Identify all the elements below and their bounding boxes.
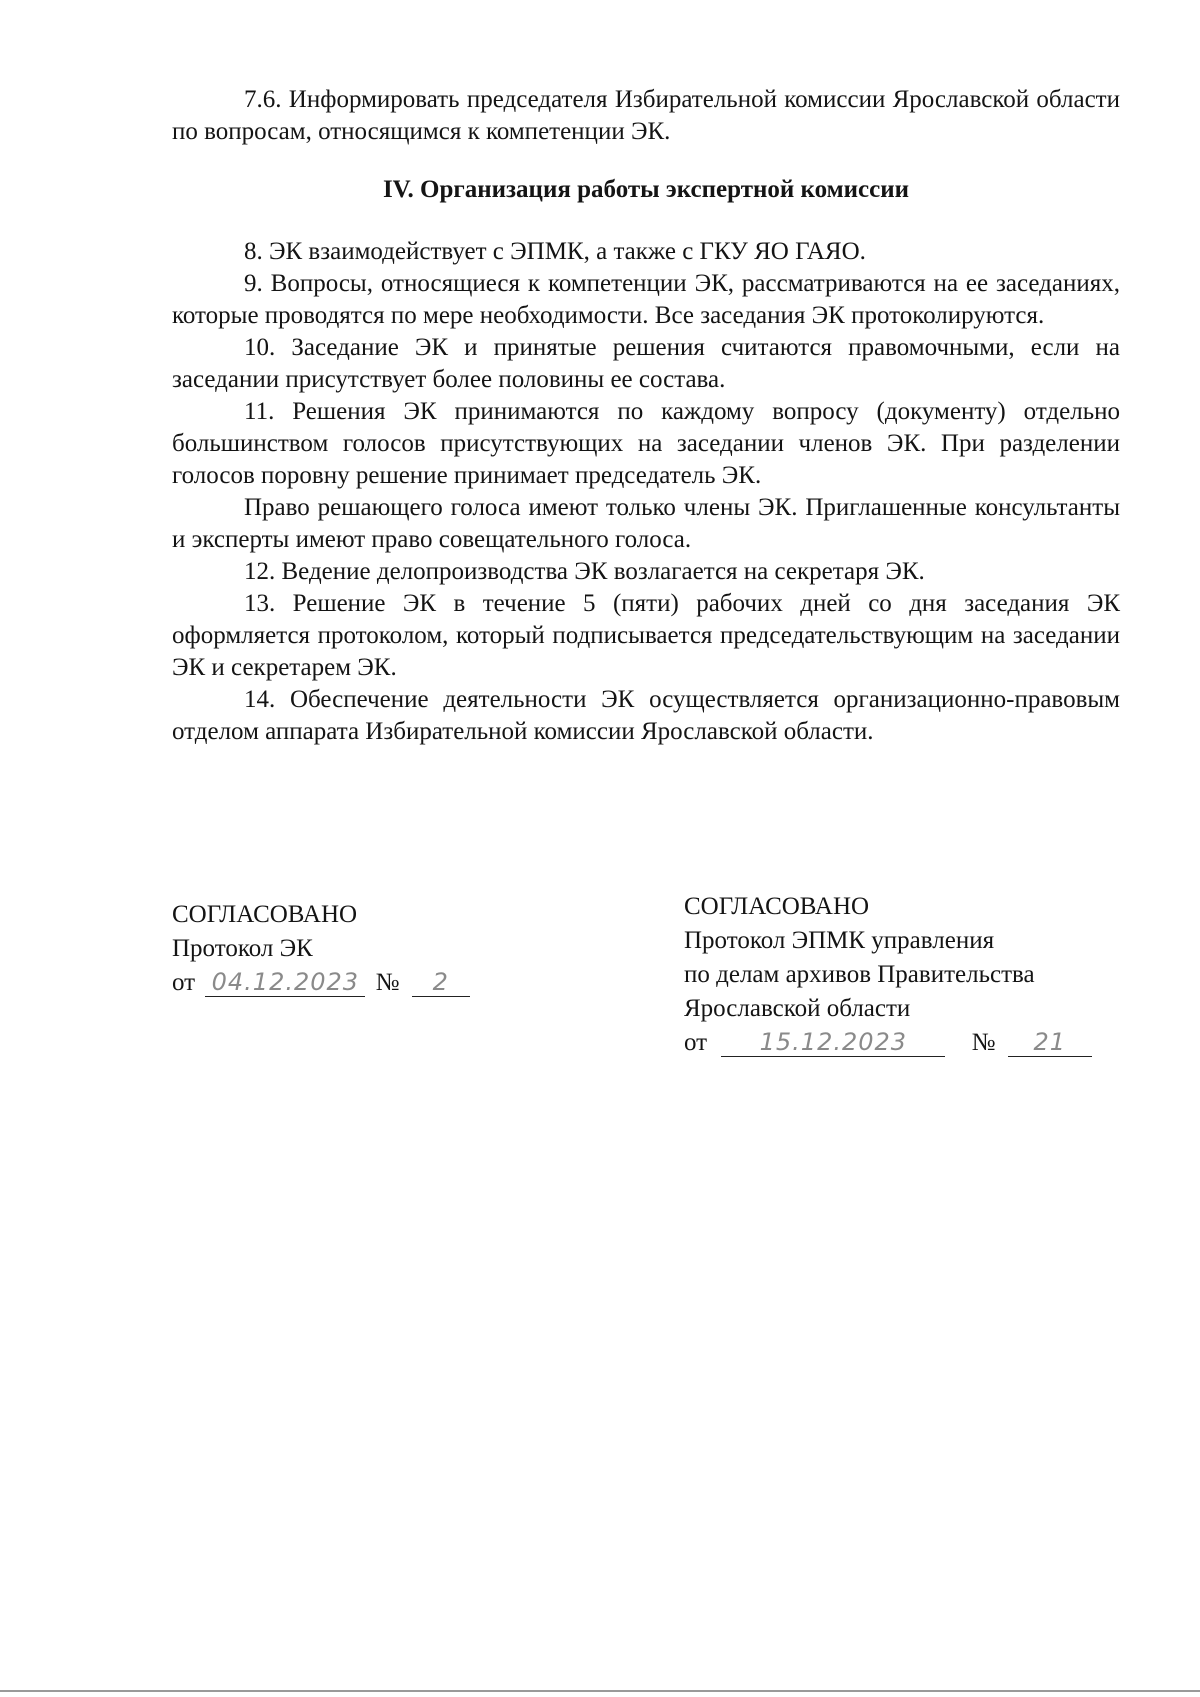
approval-right-date: 15.12.2023: [721, 1028, 945, 1057]
approval-right-department: по делам архивов Правительства: [684, 961, 1035, 988]
approval-right-protocol: Протокол ЭПМК управления: [684, 927, 995, 954]
page-bottom-rule: [0, 1690, 1200, 1692]
approval-left-protocol: Протокол ЭК: [172, 935, 313, 962]
approval-right-number-label: №: [971, 1029, 996, 1056]
approval-left-date-line: [172, 966, 470, 1000]
paragraph-voting-right: Право решающего голоса имеют только члены ЭК. Приглашенные консультанты и эксперты имеют право совещательного голоса.: [172, 494, 1120, 553]
approval-right-number: 21: [1008, 1028, 1092, 1057]
section-heading: IV. Организация работы экспертной комиссии: [382, 176, 910, 203]
paragraph-12: 12. Ведение делопроизводства ЭК возлагается на секретаря ЭК.: [244, 558, 925, 585]
paragraph-8: 8. ЭК взаимодействует с ЭПМК, а также с ГКУ ЯО ГАЯО.: [244, 238, 866, 265]
approval-right-date-line: [684, 1026, 1092, 1060]
approval-right-from-label: от: [684, 1029, 708, 1056]
document-body: [172, 84, 1120, 748]
paragraph-13: 13. Решение ЭК в течение 5 (пяти) рабочих дней со дня заседания ЭК оформляется протоколом, который подписывается председательствующим на заседании ЭК и секретарем ЭК.: [172, 590, 1120, 681]
approval-left-number-label: №: [375, 969, 400, 996]
paragraph-7-6: 7.6. Информировать председателя Избирательной комиссии Ярославской области по вопросам, относящимся к компетенции ЭК.: [172, 86, 1120, 145]
paragraph-10: 10. Заседание ЭК и принятые решения считаются правомочными, если на заседании присутствует более половины ее состава.: [172, 334, 1120, 393]
approval-left-from-label: от: [172, 969, 196, 996]
approval-right-region: Ярославской области: [684, 995, 911, 1022]
approval-left-number: 2: [412, 968, 470, 997]
approval-left-title: СОГЛАСОВАНО: [172, 901, 358, 928]
approval-block-right: [684, 890, 1092, 1060]
approval-block-left: [172, 898, 470, 1000]
paragraph-9: 9. Вопросы, относящиеся к компетенции ЭК, рассматриваются на ее заседаниях, которые проводятся по мере необходимости. Все заседания ЭК протоколируются.: [172, 270, 1120, 329]
paragraph-11: 11. Решения ЭК принимаются по каждому вопросу (документу) отдельно большинством голосов присутствующих на заседании членов ЭК. При разделении голосов поровну решение принимает председатель ЭК.: [172, 398, 1120, 489]
approval-right-title: СОГЛАСОВАНО: [684, 893, 870, 920]
paragraph-14: 14. Обеспечение деятельности ЭК осуществляется организационно-правовым отделом аппарата Избирательной комиссии Ярославской области.: [172, 686, 1120, 745]
approval-left-date: 04.12.2023: [205, 968, 365, 997]
